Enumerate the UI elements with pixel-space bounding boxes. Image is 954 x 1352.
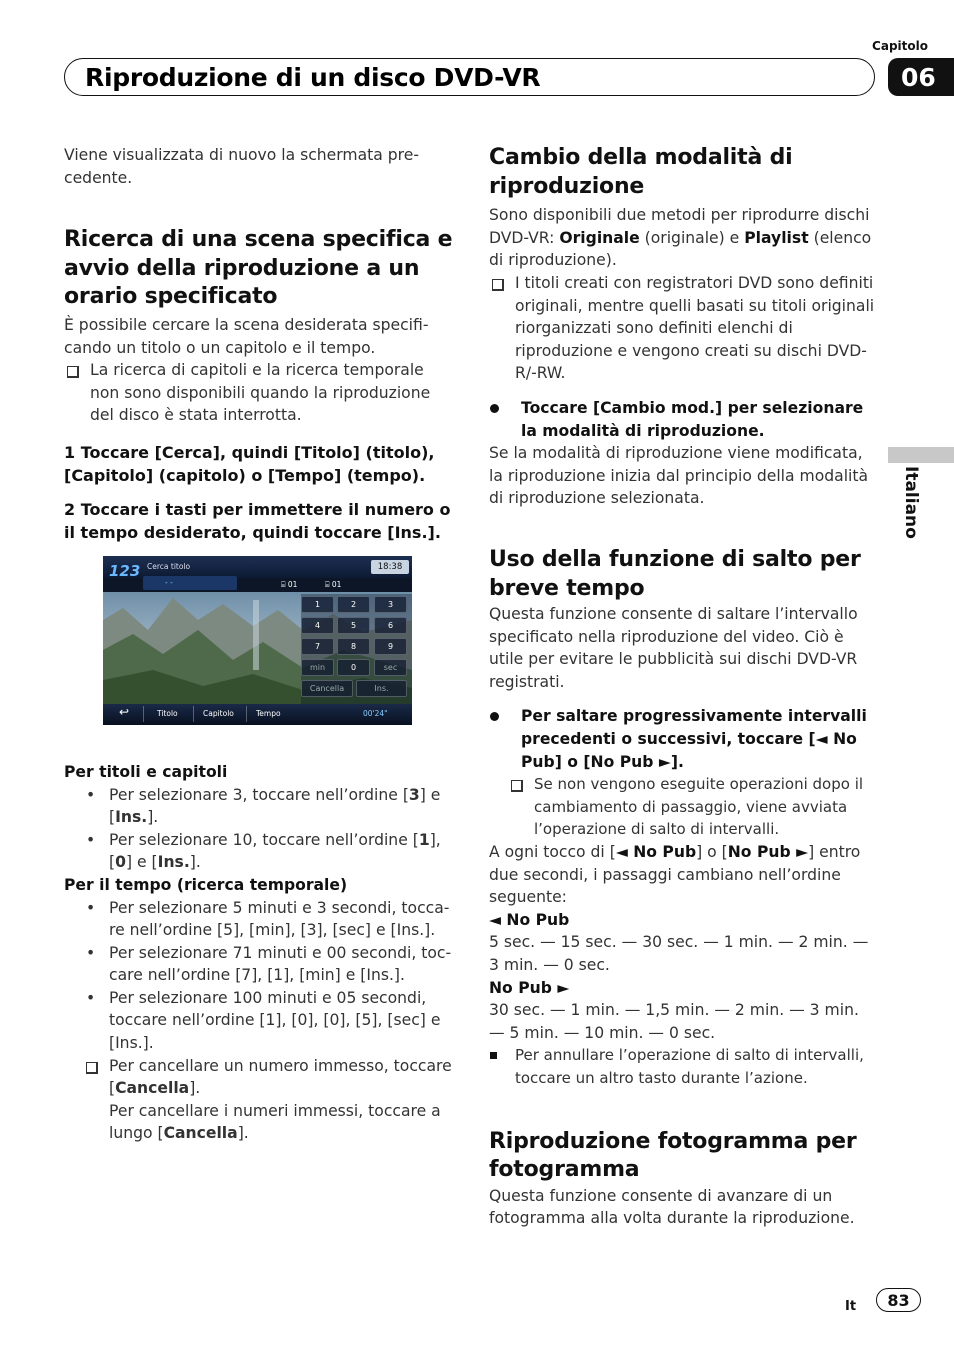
key-cancella[interactable]: Cancella (301, 680, 353, 697)
step-2: 2 Toccare i tasti per immettere il numero o il tempo desiderato, quindi toccare [Ins.]. (64, 499, 451, 542)
mode-after: Se la modalità di riproduzione viene modificata, la riproduzione inizia dal principio della modalità di riproduzione selezionata. (489, 444, 869, 508)
search-field[interactable] (143, 576, 237, 590)
tab-tempo[interactable]: Tempo (256, 709, 281, 718)
key-ins[interactable]: Ins. (356, 680, 407, 697)
footer-language-code: It (845, 1299, 857, 1314)
chapter-number: 06 (888, 58, 954, 96)
side-tab-marker (888, 447, 954, 463)
chapter-label: Capitolo (872, 39, 928, 53)
key-min[interactable]: min (301, 659, 334, 676)
track-indicator: ⌸ 01 (325, 580, 342, 589)
list-item: • Per selezionare 71 minuti e 00 secondi, toccare nell’ordine [7], [1], [min] e [Ins.]. (64, 942, 454, 987)
device-screenshot (103, 556, 412, 725)
intro-text: Viene visualizzata di nuovo la schermata precedente. (64, 146, 419, 187)
list-item: • Per selezionare 100 minuti e 05 secondi, toccare nell’ordine [1], [0], [0], [5], [sec] e [Ins.]. (64, 987, 454, 1055)
key-5[interactable]: 5 (337, 617, 370, 634)
key-6[interactable]: 6 (374, 617, 407, 634)
search-note: La ricerca di capitoli e la ricerca temporale non sono disponibili quando la riproduzione del disco è stata interrotta. (64, 359, 454, 427)
key-4[interactable]: 4 (301, 617, 334, 634)
skip-back-sequence: 5 sec. — 15 sec. — 30 sec. — 1 min. — 2 min. — 3 min. — 0 sec. (489, 933, 869, 974)
tab-capitolo[interactable]: Capitolo (203, 709, 234, 718)
disc-indicator: ⌸ 01 (281, 580, 298, 589)
side-language-label: Italiano (901, 466, 921, 539)
mode-body: Sono disponibili due metodi per riprodurre dischi DVD-VR: Originale (originale) e Playlist (elenco di riproduzione). (489, 206, 872, 270)
time-list (64, 897, 454, 1055)
skip-body: Questa funzione consente di saltare l’intervallo specificato nella riproduzione del video. Ciò è utile per evitare le pubblicità sui dischi DVD-VR registrati. (489, 605, 858, 691)
key-0[interactable]: 0 (337, 659, 370, 676)
page-title: Riproduzione di un disco DVD-VR (85, 62, 541, 92)
frame-body: Questa funzione consente di avanzare di un fotogramma alla volta durante la riproduzione. (489, 1186, 855, 1228)
right-column (489, 144, 877, 1230)
search-field-label: Cerca titolo (147, 562, 191, 571)
key-1[interactable]: 1 (301, 596, 334, 613)
key-2[interactable]: 2 (337, 596, 370, 613)
key-3[interactable]: 3 (374, 596, 407, 613)
section-heading-frame: Riproduzione fotogramma per fotogramma (489, 1128, 857, 1183)
skip-action: Per saltare progressivamente intervalli precedenti o successivi, toccare [◄ No Pub] o [No Pub ►]. (489, 705, 877, 773)
key-8[interactable]: 8 (337, 638, 370, 655)
section-heading-skip: Uso della funzione di salto per breve tempo (489, 546, 861, 601)
playback-time: 00'24" (363, 709, 388, 718)
skip-back-label: ◄ No Pub (489, 910, 570, 929)
skip-forward-sequence: 30 sec. — 1 min. — 1,5 min. — 2 min. — 3 min. — 5 min. — 10 min. — 0 sec. (489, 1001, 859, 1042)
skip-note: Se non vengono eseguite operazioni dopo il cambiamento di passaggio, viene avviata l’operazione di salto di intervalli. (489, 773, 877, 841)
step-1: 1 Toccare [Cerca], quindi [Titolo] (titolo), [Capitolo] (capitolo) o [Tempo] (tempo). (64, 442, 435, 485)
key-9[interactable]: 9 (374, 638, 407, 655)
tab-titolo[interactable]: Titolo (157, 709, 178, 718)
page-title-bar (64, 58, 875, 96)
time-heading: Per il tempo (ricerca temporale) (64, 875, 348, 894)
key-sec[interactable]: sec (374, 659, 407, 676)
key-7[interactable]: 7 (301, 638, 334, 655)
cancel-note: Per cancellare un numero immesso, toccare [Cancella]. (64, 1055, 454, 1100)
cancel-note-long: Per cancellare i numeri immessi, toccare a lungo [Cancella]. (109, 1101, 441, 1143)
clock: 18:38 (371, 560, 409, 574)
search-badge: 123 (109, 562, 141, 580)
section-heading-search: Ricerca di una scena specifica e avvio della riproduzione a un orario specificato (64, 227, 453, 310)
titles-list (64, 784, 454, 874)
search-field-value: - - (165, 578, 173, 587)
list-item: • Per selezionare 5 minuti e 3 secondi, toccare nell’ordine [5], [min], [3], [sec] e [Ins.]. (64, 897, 454, 942)
list-item: • Per selezionare 10, toccare nell’ordine [1], [0] e [Ins.]. (64, 829, 454, 874)
mode-action: Toccare [Cambio mod.] per selezionare la modalità di riproduzione. (489, 397, 877, 442)
page-number: 83 (876, 1288, 921, 1312)
skip-each: A ogni tocco di [◄ No Pub] o [No Pub ►] entro due secondi, i passaggi cambiano nell’ordine seguente: (489, 843, 861, 907)
search-body: È possibile cercare la scena desiderata specificando un titolo o un capitolo e il tempo. (64, 315, 429, 357)
skip-cancel-note: Per annullare l’operazione di salto di intervalli, toccare un altro tasto durante l’azione. (489, 1044, 877, 1089)
section-heading-mode: Cambio della modalità di riproduzione (489, 145, 793, 199)
mode-note: I titoli creati con registratori DVD sono definiti originali, mentre quelli basati su titoli originali riorganizzati sono definiti elenchi di riproduzione e vengono creati su dischi DVD-R/-RW. (489, 272, 877, 385)
back-icon[interactable]: ↩ (119, 705, 130, 719)
titles-heading: Per titoli e capitoli (64, 762, 228, 781)
skip-forward-label: No Pub ► (489, 978, 570, 997)
list-item: • Per selezionare 3, toccare nell’ordine [3] e [Ins.]. (64, 784, 454, 829)
